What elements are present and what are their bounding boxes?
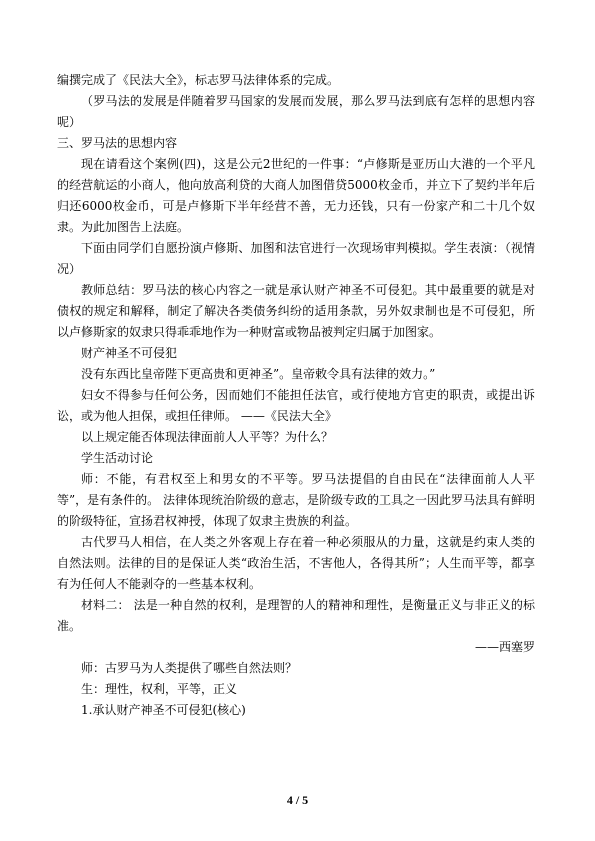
paragraph: （罗马法的发展是伴随着罗马国家的发展而发展，那么罗马法到底有怎样的思想内容呢） (57, 94, 535, 129)
paragraph: 下面由同学们自愿扮演卢修斯、加图和法官进行一次现场审判模拟。学生表演：（视情况） (57, 241, 535, 276)
page-number: 4 / 5 (286, 793, 309, 807)
paragraph: 现在请看这个案例(四)，这是公元2世纪的一件事：“卢修斯是亚历山大港的一个平凡的经营航运的小商人，他向放高利贷的大商人加图借贷5000枚金币，并立下了契约半年后归还6000枚金币，可是卢修斯下半年经营不善，无力还钱，只有一份家产和二十几个奴隶。为此加图告上法庭。 (57, 157, 535, 234)
paragraph: 财产神圣不可侵犯 (81, 346, 178, 360)
paragraph: 1.承认财产神圣不可侵犯(核心) (81, 703, 246, 717)
paragraph: 以上规定能否体现法律面前人人平等？为什么？ (81, 430, 334, 444)
paragraph: 古代罗马人相信，在人类之外客观上存在着一种必须服从的力量，这就是约束人类的自然法则。法律的目的是保证人类“政治生活，不害他人，各得其所”；人生而平等，都享有为任何人不能剥夺的一些基本权利。 (57, 535, 535, 591)
section-heading: 三、罗马法的思想内容 (57, 136, 178, 150)
attribution: ——西塞罗 (474, 640, 535, 654)
paragraph: 学生活动讨论 (81, 451, 154, 465)
paragraph: 没有东西比皇帝陛下更高贵和更神圣”。皇帝敕令具有法律的效力。” (81, 367, 436, 381)
paragraph: 生：理性，权利，平等，正义 (81, 682, 238, 696)
paragraph: 师：古罗马为人类提供了哪些自然法则？ (81, 661, 298, 675)
paragraph: 编撰完成了《民法大全》，标志罗马法律体系的完成。 (57, 73, 340, 87)
document-body (57, 70, 535, 721)
paragraph: 材料二： 法是一种自然的权利，是理智的人的精神和理性，是衡量正义与非正义的标准。 (57, 598, 535, 633)
paragraph: 妇女不得参与任何公务，因而她们不能担任法官，或行使地方官吏的职责，或提出诉讼，或为他人担保，或担任律师。 ——《民法大全》 (57, 388, 535, 423)
paragraph: 师：不能，有君权至上和男女的不平等。罗马法提倡的自由民在“法律面前人人平等”，是有条件的。 法律体现统治阶级的意志，是阶级专政的工具之一因此罗马法具有鲜明的阶级特征，宣扬君权神授，体现了奴隶主贵族的利益。 (57, 472, 535, 528)
paragraph: 教师总结：罗马法的核心内容之一就是承认财产神圣不可侵犯。其中最重要的就是对债权的规定和解释，制定了解决各类债务纠纷的适用条款，另外奴隶制也是不可侵犯，所以卢修斯家的奴隶只得乖乖地作为一种财富或物品被判定归属于加图家。 (57, 283, 535, 339)
